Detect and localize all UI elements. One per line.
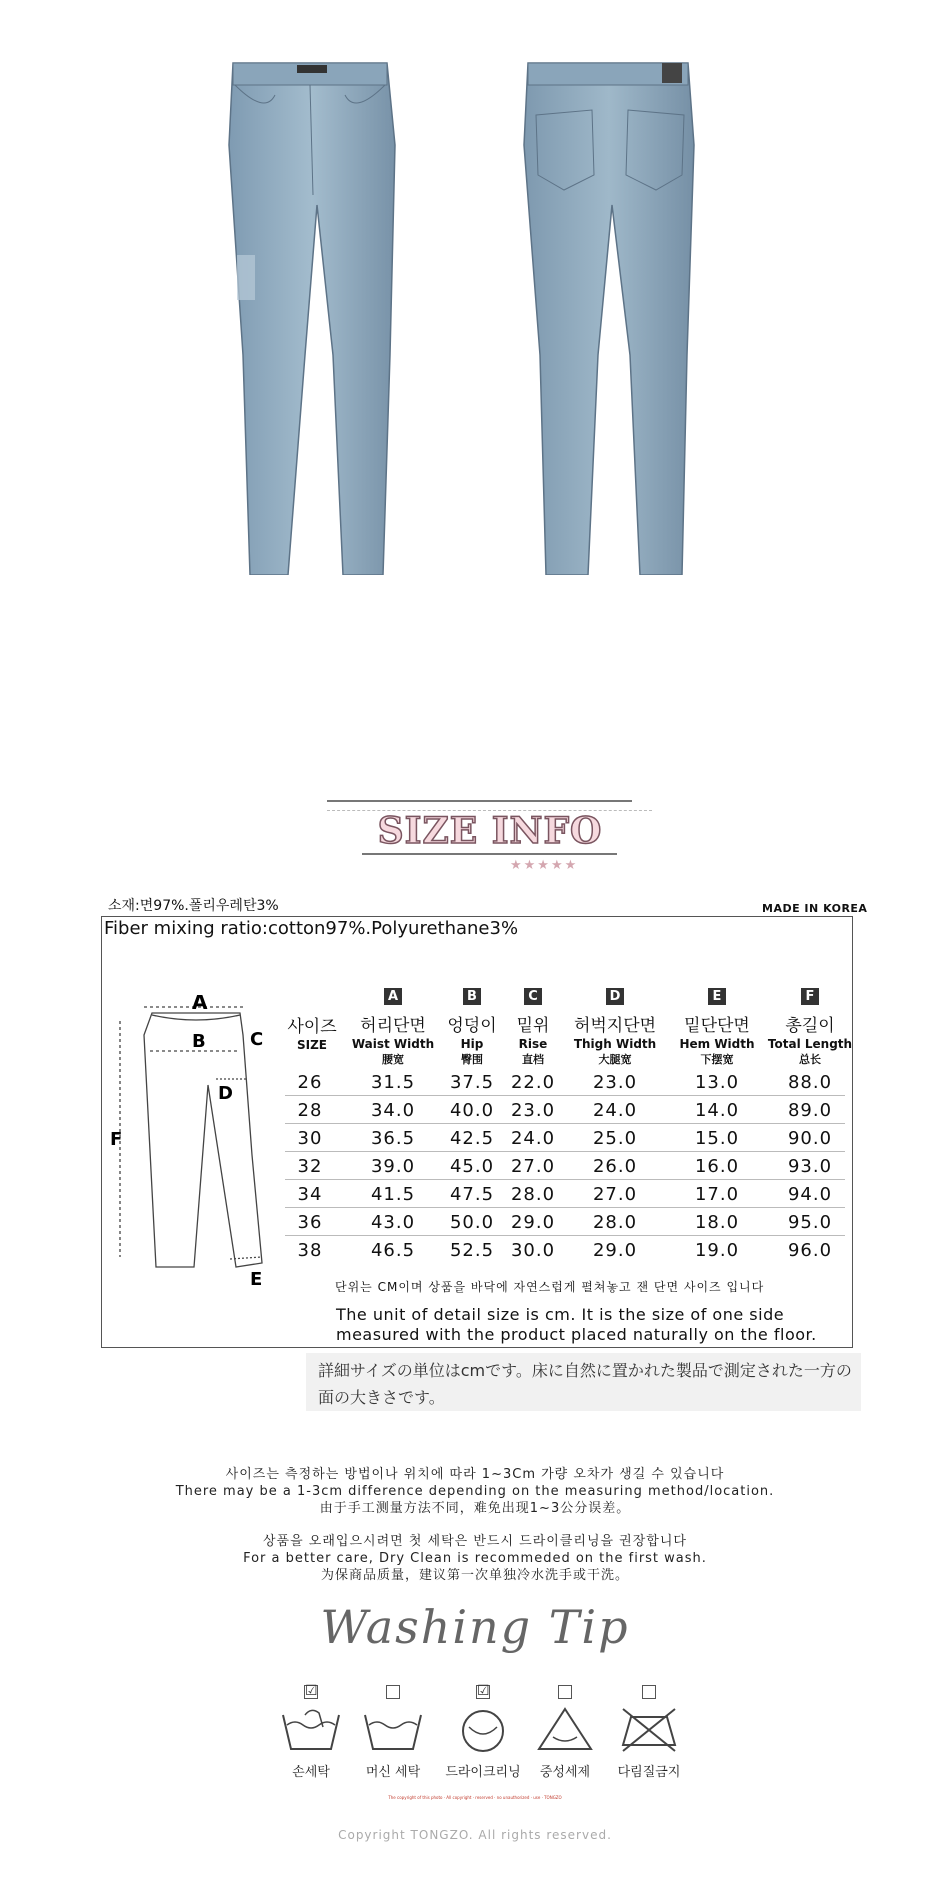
title-rule-bottom — [362, 853, 617, 855]
size-note-jp: 詳細サイズの単位はcmです。床に自然に置かれた製品で測定された一方の面の大きさです。 — [318, 1361, 852, 1407]
no-iron-icon — [617, 1705, 681, 1753]
diagram-label-d: D — [218, 1083, 233, 1104]
wash-item-neutral: 중성세제 — [520, 1685, 610, 1780]
table-row: 28 34.0 40.0 23.0 24.0 14.0 89.0 — [285, 1096, 845, 1124]
size-info-title: SIZE INFO — [377, 810, 603, 852]
diagram-label-a: A — [192, 995, 208, 1014]
title-rule-top — [327, 800, 632, 802]
col-header-length: F 총길이 Total Length 总长 — [767, 989, 853, 1066]
wash-item-machine: 머신 세탁 — [348, 1685, 438, 1780]
size-header-ko: 사이즈 — [287, 1017, 337, 1037]
col-header-waist: A 허리단면 Waist Width 腰宽 — [351, 989, 435, 1066]
copyright: Copyright TONGZO. All rights reserved. — [338, 1828, 612, 1842]
dry-clean-icon — [451, 1705, 515, 1753]
measure-notice: 사이즈는 측정하는 방법이나 위치에 따라 1~3Cm 가량 오차가 생길 수 있습니다 There may be a 1-3cm difference depending on the measuring method/location. 由于手工测量方法不同，难免出现1~3公分误差。 — [175, 1467, 775, 1516]
check-box: ☑ — [477, 1683, 490, 1699]
col-header-hip: B 엉덩이 Hip 臀围 — [447, 989, 497, 1066]
back-jeans-photo — [522, 55, 722, 575]
neutral-detergent-icon — [533, 1705, 597, 1753]
table-row: 34 41.5 47.5 28.0 27.0 17.0 94.0 — [285, 1180, 845, 1208]
size-note-en: The unit of detail size is cm. It is the size of one side measured with the product placed naturally on the floor. — [336, 1305, 817, 1344]
col-header-rise: C 밑위 Rise 直档 — [516, 989, 550, 1066]
check-box — [558, 1685, 572, 1699]
check-box — [642, 1685, 656, 1699]
wash-item-no-iron: 다림질금지 — [604, 1685, 694, 1780]
wash-item-hand: ☑ 손세탁 — [266, 1685, 356, 1780]
size-note-ko: 단위는 CM이며 상품을 바닥에 자연스럽게 펼쳐놓고 잰 단면 사이즈 입니다 — [335, 1280, 765, 1294]
wash-item-dry: ☑ 드라이크리닝 — [445, 1683, 521, 1780]
hand-wash-icon — [279, 1705, 343, 1753]
machine-wash-icon — [361, 1705, 425, 1753]
size-header — [284, 1012, 340, 1052]
table-row: 30 36.5 42.5 24.0 25.0 15.0 90.0 — [285, 1124, 845, 1152]
material-ko: 소재:면97%.폴리우레탄3% — [108, 898, 279, 914]
washing-tip-title: Washing Tip — [320, 1600, 630, 1654]
pants-diagram — [110, 995, 285, 1295]
diagram-label-e: E — [250, 1269, 263, 1290]
table-row: 32 39.0 45.0 27.0 26.0 16.0 93.0 — [285, 1152, 845, 1180]
fiber-ratio: Fiber mixing ratio:cotton97%.Polyurethane3% — [104, 918, 519, 939]
col-header-thigh: D 허벅지단면 Thigh Width 大腿宽 — [573, 989, 657, 1066]
diagram-label-f: F — [110, 1129, 123, 1150]
title-stars: ★★★★★ — [510, 858, 579, 873]
col-header-hem: E 밑단단면 Hem Width 下摆宽 — [679, 989, 755, 1066]
table-row: 38 46.5 52.5 30.0 29.0 19.0 96.0 — [297, 1240, 833, 1261]
table-row: 26 31.5 37.5 22.0 23.0 13.0 88.0 — [285, 1068, 845, 1096]
tiny-copyright-notice: The copyright of this photo · All copyright · reserved · no unauthorized · use · TONGZO — [388, 1795, 562, 1800]
table-row: 36 43.0 50.0 29.0 28.0 18.0 95.0 — [285, 1208, 845, 1236]
made-in-label: MADE IN KOREA — [762, 902, 868, 915]
front-jeans-photo — [225, 55, 425, 575]
diagram-label-b: B — [192, 1031, 206, 1052]
care-notice: 상품을 오래입으시려면 첫 세탁은 반드시 드라이클리닝을 권장합니다 For a better care, Dry Clean is recommeded on the first wash. 为保商品质量，建议第一次单独冷水洗手或干洗。 — [243, 1534, 707, 1583]
check-box: ☑ — [305, 1683, 318, 1699]
size-header-en: SIZE — [296, 1038, 327, 1052]
check-box — [386, 1685, 400, 1699]
diagram-label-c: C — [250, 1029, 264, 1050]
